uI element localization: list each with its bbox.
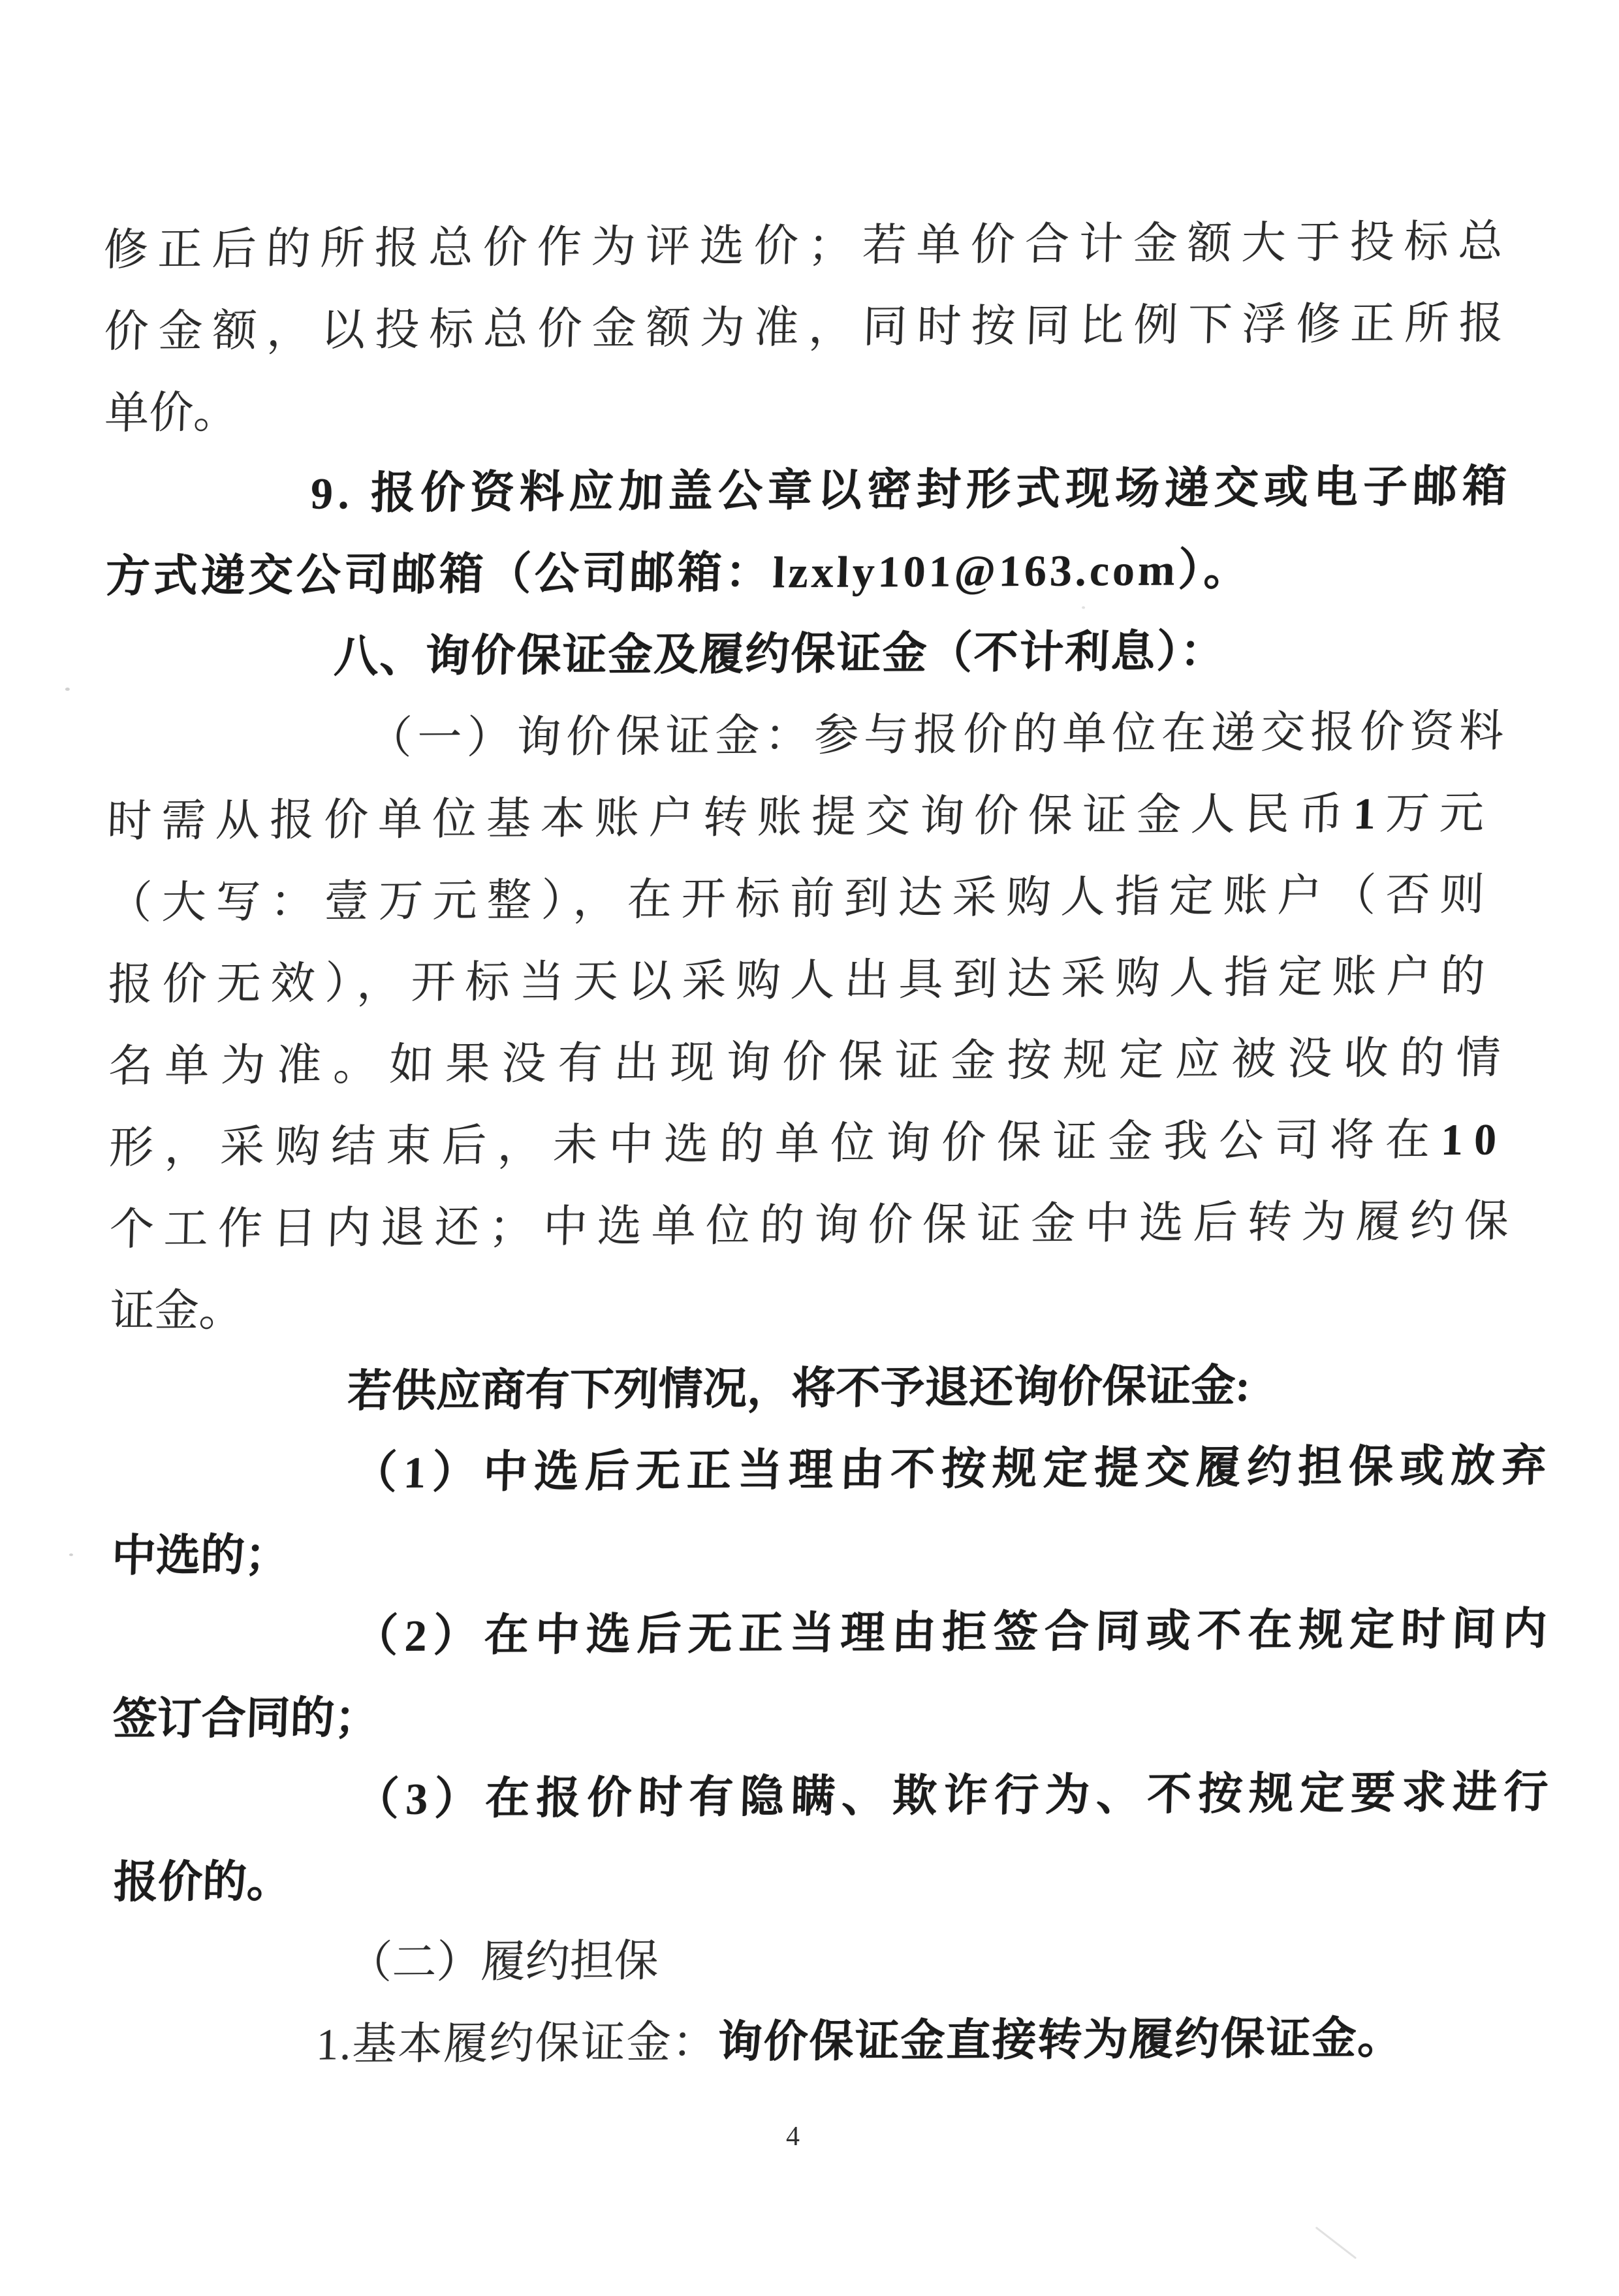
text-line-19	[112, 1670, 1517, 1760]
text-line-8	[106, 772, 1511, 862]
scan-speck	[1082, 606, 1085, 609]
bold-text-segment: 9. 报价资料应加盖公章以密封形式现场递交或电子邮箱	[309, 461, 1513, 518]
text-line-20	[112, 1751, 1556, 1842]
text-line-16	[110, 1425, 1554, 1515]
text-line-9	[106, 853, 1511, 944]
text-segment: （大写：壹万元整），在开标前到达采购人指定账户（否则	[106, 869, 1495, 928]
text-line-10	[107, 935, 1512, 1025]
text-line-3	[103, 364, 1508, 454]
text-line-4	[104, 445, 1513, 535]
text-segment: （二）履约担保	[347, 1936, 659, 1988]
text-line-2	[103, 282, 1514, 372]
bold-text-segment: （3）在报价时有隐瞒、欺诈行为、不按规定要求进行	[354, 1767, 1556, 1825]
text-line-5	[104, 527, 1509, 617]
text-line-23	[114, 1996, 1518, 2086]
text-segment: 万元	[1384, 788, 1495, 838]
bold-text-segment: 八、询价保证金及履约保证金（不计利息）：	[333, 626, 1227, 682]
text-line-17	[110, 1507, 1515, 1597]
text-segment: 形，采购结束后，未中选的单位询价保证金我公司将在	[108, 1115, 1442, 1173]
scan-artifact-streak	[1315, 2227, 1357, 2259]
text-segment: 修正后的所报总价作为评选价；若单价合计金额大于投标总	[102, 216, 1513, 275]
scan-speck	[65, 688, 70, 691]
text-segment: （一）询价保证金：参与报价的单位在递交报价资料	[367, 706, 1510, 763]
text-line-18	[111, 1588, 1554, 1678]
bold-text-segment: 签订合同的；	[112, 1693, 380, 1744]
text-segment: 1.基本履约保证金：	[315, 2017, 719, 2069]
bold-text-segment: 询价保证金直接转为履约保证金。	[717, 2013, 1404, 2067]
text-segment: 时需从报价单位基本账户转账提交询价保证金人民币	[106, 788, 1355, 846]
text-segment: 单价。	[104, 387, 239, 438]
text-line-15	[110, 1343, 1515, 1433]
text-line-12	[108, 1098, 1513, 1188]
bold-text-segment: 1	[1352, 788, 1387, 838]
text-line-7	[106, 690, 1511, 780]
bold-text-segment: 中选的；	[110, 1529, 291, 1581]
text-segment: 名单为准。如果没有出现询价保证金按规定应被没收的情	[108, 1032, 1513, 1091]
text-line-13	[108, 1180, 1519, 1270]
text-segment: 证金。	[109, 1285, 244, 1336]
document-text-block	[102, 200, 1556, 2086]
bold-text-segment: 方式递交公司邮箱（公司邮箱：lzxly101@163.com）。	[104, 544, 1252, 601]
text-segment: 价金额，以投标总价金额为准，同时按同比例下浮修正所报	[103, 298, 1514, 357]
page-number: 4	[786, 2122, 800, 2152]
text-line-1	[102, 200, 1513, 291]
text-segment: 报价无效），开标当天以采购人出具到达采购人指定账户的	[107, 951, 1496, 1010]
bold-text-segment: 10	[1440, 1114, 1509, 1165]
text-line-11	[108, 1017, 1513, 1107]
text-line-14	[109, 1262, 1514, 1352]
bold-text-segment: （2）在中选后无正当理由拒签合同或不在规定时间内	[353, 1604, 1554, 1661]
bold-text-segment: 若供应商有下列情况，将不予退还询价保证金:	[347, 1360, 1251, 1416]
bold-text-segment: （1）中选后无正当理由不按规定提交履约担保或放弃	[352, 1441, 1554, 1498]
text-line-22	[113, 1915, 1518, 2005]
text-line-6	[105, 609, 1510, 699]
bold-text-segment: 报价的。	[112, 1856, 292, 1907]
text-line-21	[112, 1833, 1517, 1923]
text-segment: 个工作日内退还；中选单位的询价保证金中选后转为履约保	[108, 1196, 1519, 1254]
scan-speck	[69, 1554, 73, 1556]
